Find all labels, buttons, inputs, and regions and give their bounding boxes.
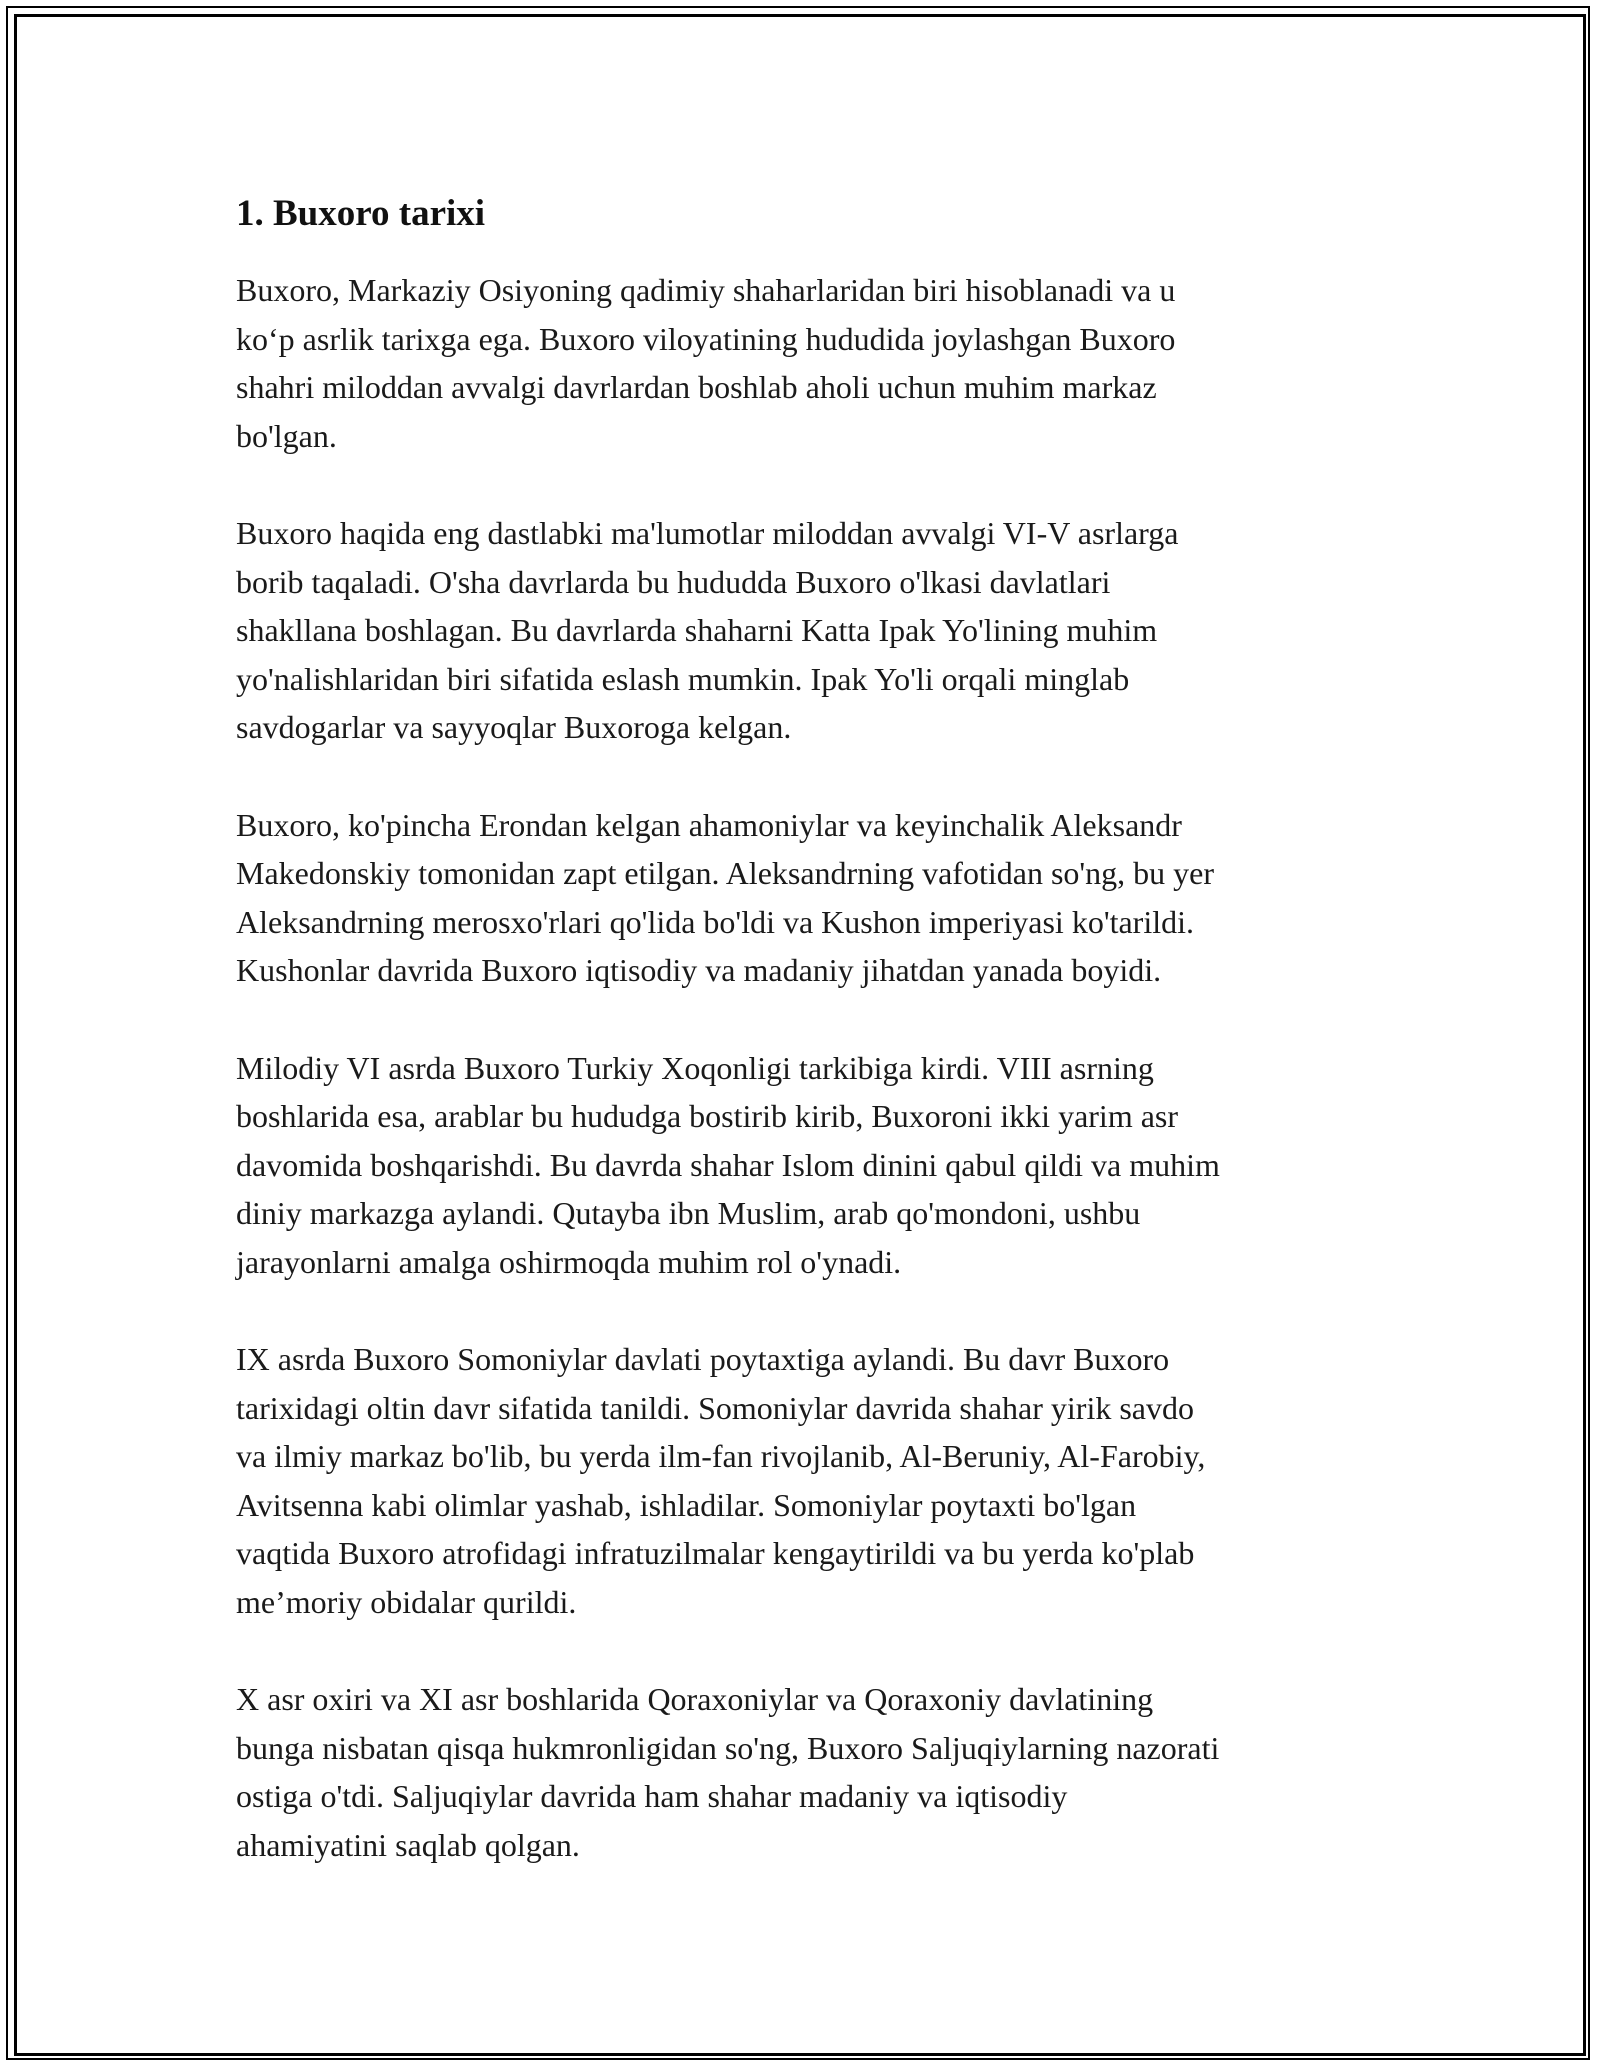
paragraph-line: bo'lgan.: [236, 417, 337, 454]
paragraph-line: shakllana boshlagan. Bu davrlarda shaharni Katta Ipak Yo'lining muhim: [236, 612, 1158, 648]
paragraph-line: Buxoro, ko'pincha Erondan kelgan ahamoniylar va keyinchalik Aleksandr: [236, 806, 1182, 843]
paragraph-line: bunga nisbatan qisqa hukmronligidan so'ng, Buxoro Saljuqiylarning nazorati: [236, 1729, 1220, 1766]
paragraph: [236, 509, 1376, 752]
paragraph-line: Aleksandrning merosxo'rlari qo'lida bo'ldi va Kushon imperiyasi ko'tarildi.: [236, 903, 1194, 940]
paragraph-line: Buxoro, Markaziy Osiyoning qadimiy shaharlaridan biri hisoblanadi va u: [236, 272, 1176, 308]
paragraph-line: shahri miloddan avvalgi davrlardan boshlab aholi uchun muhim markaz: [236, 369, 1157, 405]
paragraph-line: Kushonlar davrida Buxoro iqtisodiy va madaniy jihatdan yanada boyidi.: [236, 952, 1162, 988]
paragraph: [236, 1335, 1376, 1626]
paragraph-line: borib taqaladi. O'sha davrlarda bu hududda Buxoro o'lkasi davlatlari: [236, 563, 1111, 600]
paragraph: [236, 801, 1376, 995]
paragraph-line: vaqtida Buxoro atrofidagi infratuzilmalar kengaytirildi va bu yerda ko'plab: [236, 1535, 1195, 1571]
paragraph-line: me’moriy obidalar qurildi.: [236, 1583, 577, 1620]
paragraph-line: Avitsenna kabi olimlar yashab, ishladilar. Somoniylar poytaxti bo'lgan: [236, 1486, 1137, 1523]
paragraph: [236, 1675, 1376, 1869]
paragraph-line: Milodiy VI asrda Buxoro Turkiy Xoqonligi tarkibiga kirdi. VIII asrning: [236, 1049, 1154, 1086]
paragraph-line: ostiga o'tdi. Saljuqiylar davrida ham shahar madaniy va iqtisodiy: [236, 1778, 1068, 1814]
paragraph-line: jarayonlarni amalga oshirmoqda muhim rol o'ynadi.: [236, 1243, 902, 1280]
paragraph-line: IX asrda Buxoro Somoniylar davlati poytaxtiga aylandi. Bu davr Buxoro: [236, 1341, 1170, 1377]
paragraph-line: Makedonskiy tomonidan zapt etilgan. Aleksandrning vafotidan so'ng, bu yer: [236, 855, 1215, 891]
paragraph-line: diniy markazga aylandi. Qutayba ibn Muslim, arab qo'mondoni, ushbu: [236, 1195, 1141, 1231]
paragraph-line: yo'nalishlaridan biri sifatida eslash mumkin. Ipak Yo'li orqali minglab: [236, 660, 1130, 697]
paragraph-line: savdogarlar va sayyoqlar Buxoroga kelgan.: [236, 709, 792, 745]
paragraph-line: ko‘p asrlik tarixga ega. Buxoro viloyatining hududida joylashgan Buxoro: [236, 320, 1176, 357]
paragraph-line: tarixidagi oltin davr sifatida tanildi. Somoniylar davrida shahar yirik savdo: [236, 1389, 1194, 1426]
paragraph-line: Buxoro haqida eng dastlabki ma'lumotlar miloddan avvalgi VI-V asrlarga: [236, 515, 1179, 551]
paragraph-line: boshlarida esa, arablar bu hududga bostirib kirib, Buxoroni ikki yarim asr: [236, 1098, 1179, 1134]
paragraph-line: va ilmiy markaz bo'lib, bu yerda ilm-fan rivojlanib, Al-Beruniy, Al-Farobiy,: [236, 1438, 1206, 1474]
paragraph-list: [236, 266, 1376, 1869]
document-body: [236, 188, 1376, 1918]
paragraph-line: davomida boshqarishdi. Bu davrda shahar Islom dinini qabul qildi va muhim: [236, 1146, 1220, 1183]
paragraph: [236, 266, 1376, 460]
section-heading: 1. Buxoro tarixi: [236, 193, 486, 234]
paragraph-line: X asr oxiri va XI asr boshlarida Qoraxoniylar va Qoraxoniy davlatining: [236, 1681, 1154, 1717]
paragraph-line: ahamiyatini saqlab qolgan.: [236, 1826, 580, 1863]
paragraph: [236, 1044, 1376, 1287]
